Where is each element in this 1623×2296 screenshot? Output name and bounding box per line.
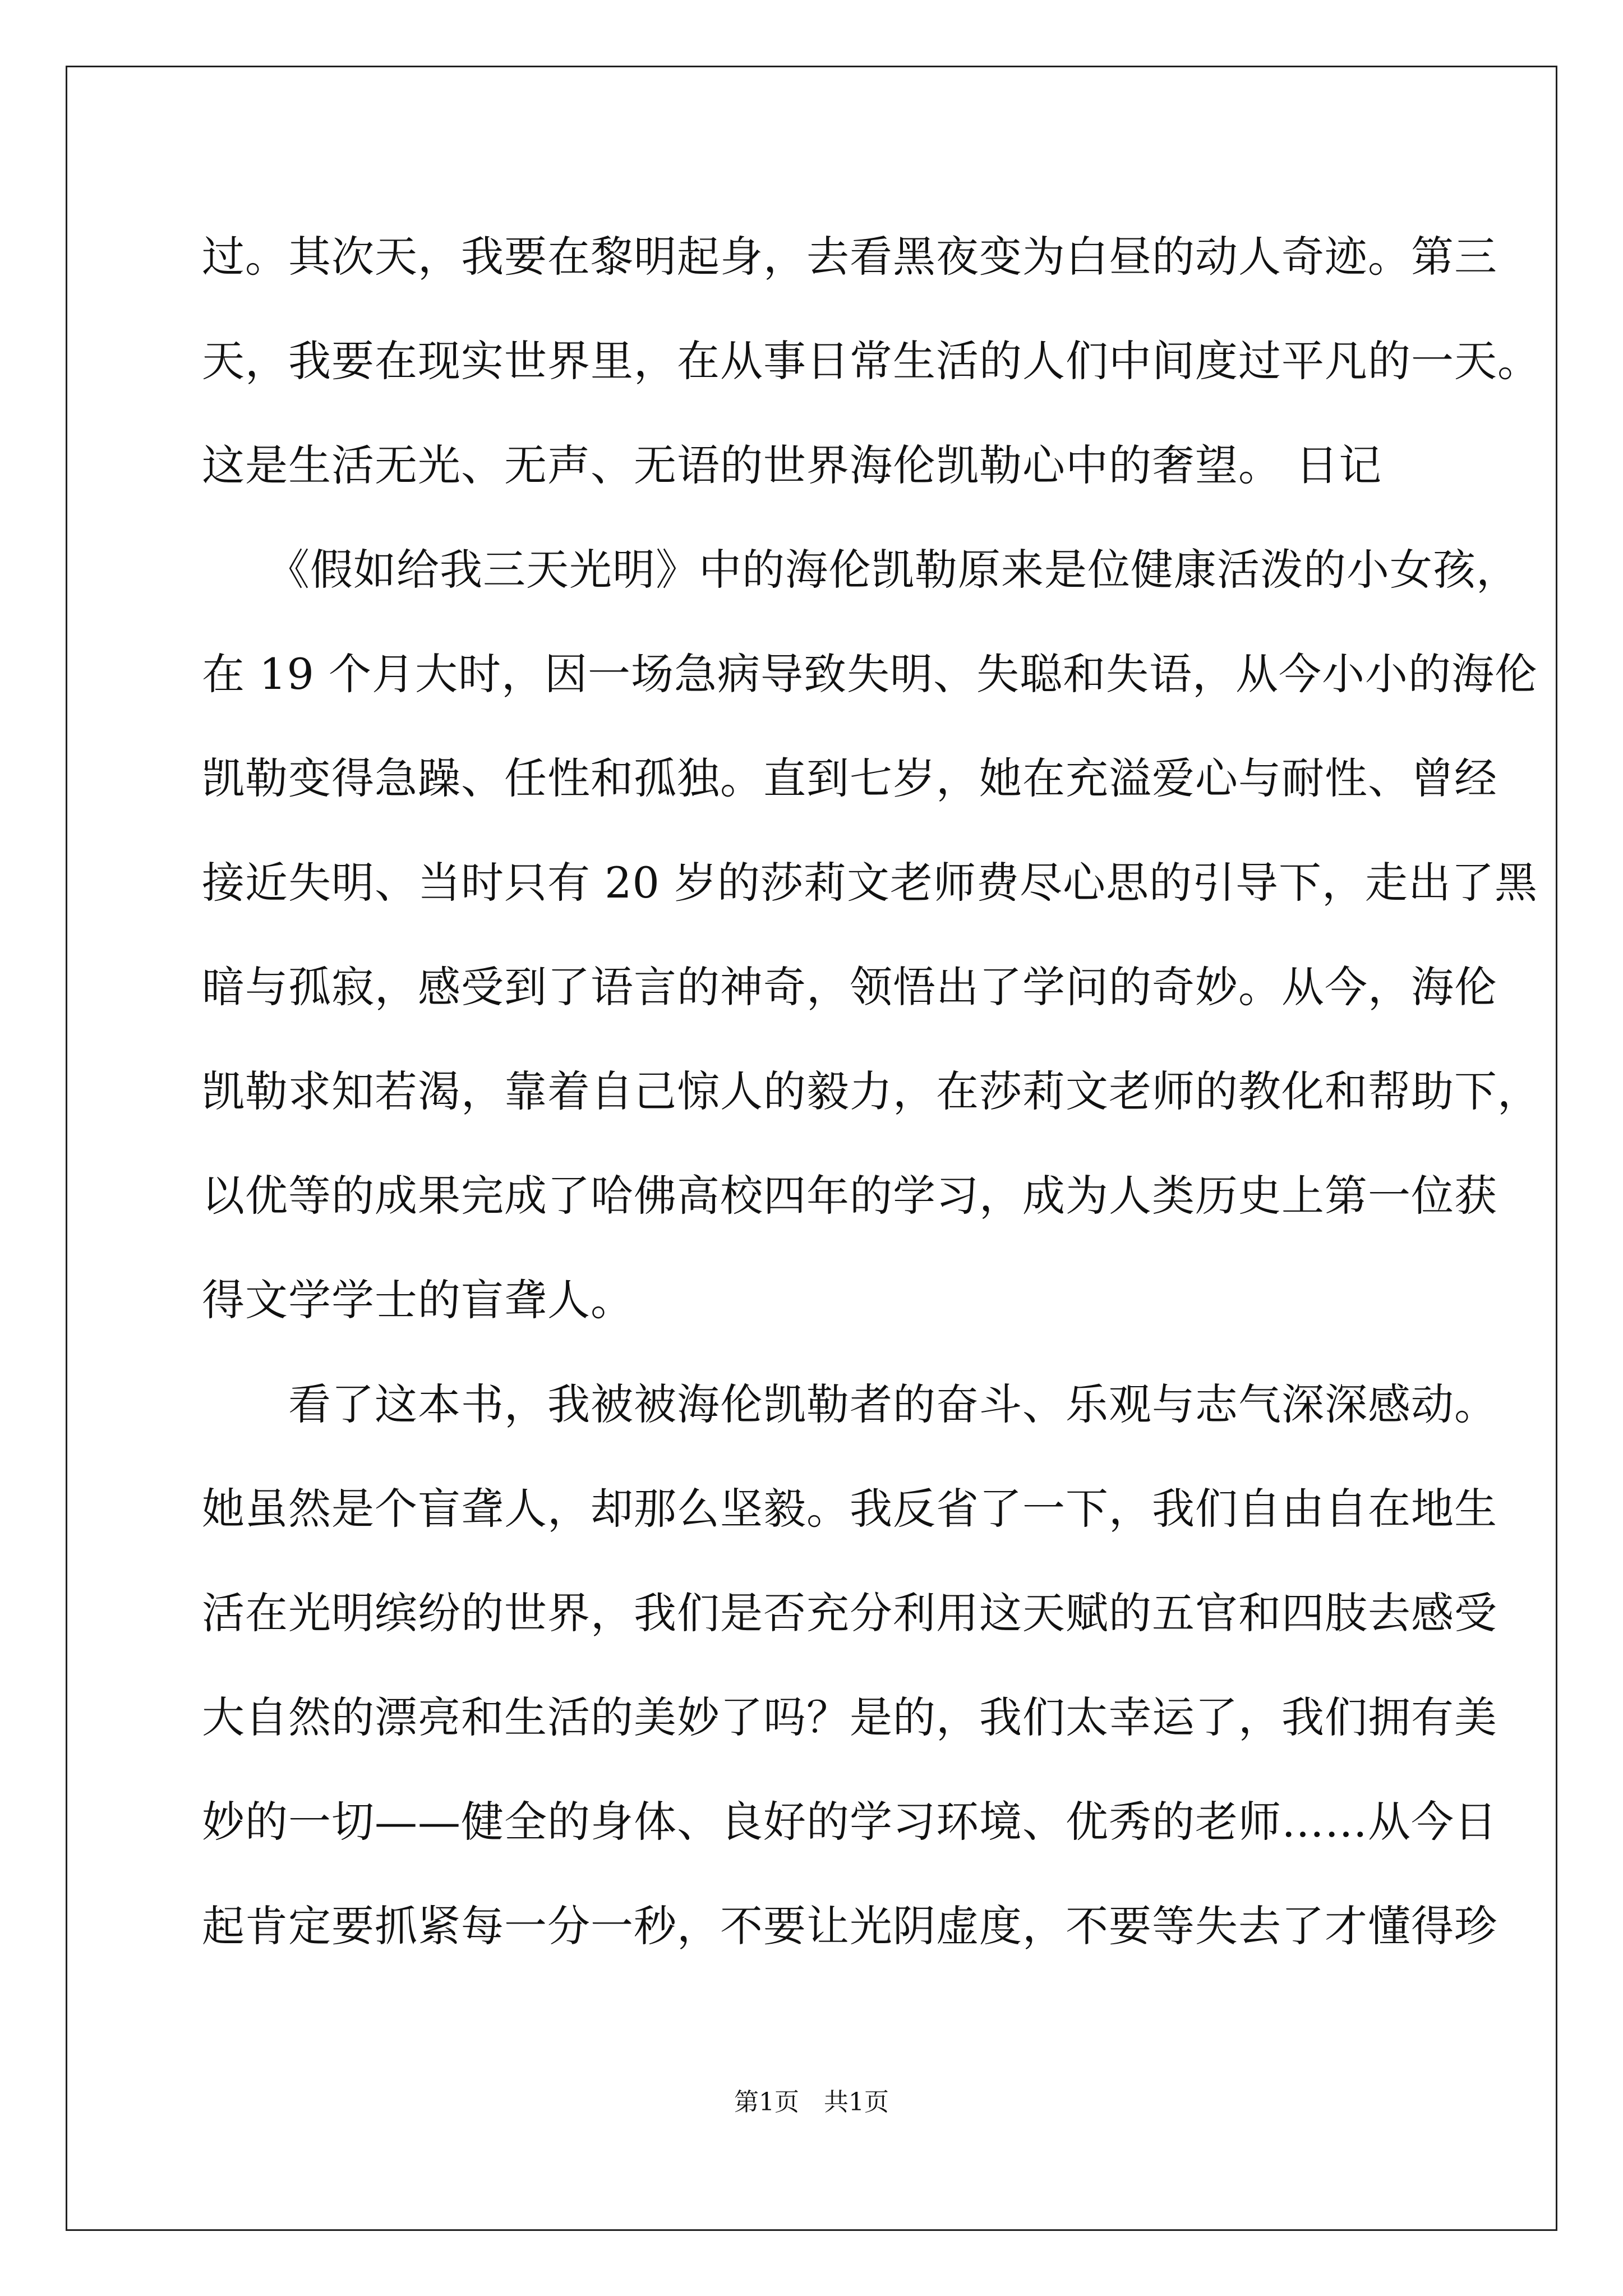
text-line: 接近失明、当时只有 20 岁的莎莉文老师费尽心思的引导下，走出了黑 (202, 858, 1538, 908)
text-line: 凯勒求知若渴，靠着自己惊人的毅力，在莎莉文老师的教化和帮助下， (202, 1066, 1541, 1116)
text-line: 天，我要在现实世界里，在从事日常生活的人们中间度过平凡的一天。 (202, 336, 1541, 386)
text-line: 过。其次天，我要在黎明起身，去看黑夜变为白昼的动人奇迹。第三 (202, 232, 1497, 282)
text-line: 起肯定要抓紧每一分一秒，不要让光阴虚度，不要等失去了才懂得珍 (202, 1901, 1497, 1951)
text-line: 大自然的漂亮和生活的美妙了吗？是的，我们太幸运了，我们拥有美 (202, 1692, 1497, 1742)
text-line: 凯勒变得急躁、任性和孤独。直到七岁，她在充溢爱心与耐性、曾经 (202, 753, 1497, 803)
text-line: 《假如给我三天光明》中的海伦凯勒原来是位健康活泼的小女孩， (202, 545, 1519, 595)
text-line: 得文学学士的盲聋人。 (202, 1275, 634, 1325)
text-line: 暗与孤寂，感受到了语言的神奇，领悟出了学问的奇妙。从今，海伦 (202, 962, 1497, 1012)
text-line: 这是生活无光、无声、无语的世界海伦凯勒心中的奢望。 日记 (202, 440, 1382, 490)
text-line: 妙的一切——健全的身体、良好的学习环境、优秀的老师……从今日 (202, 1797, 1497, 1847)
text-line: 看了这本书，我被被海伦凯勒者的奋斗、乐观与志气深深感动。 (202, 1379, 1497, 1429)
text-line: 活在光明缤纷的世界，我们是否充分利用这天赋的五官和四肢去感受 (202, 1588, 1497, 1638)
text-line: 在 19 个月大时，因一场急病导致失明、失聪和失语，从今小小的海伦 (202, 649, 1538, 699)
text-line: 以优等的成果完成了哈佛高校四年的学习，成为人类历史上第一位获 (202, 1171, 1497, 1221)
page-footer: 第1页 共1页 (734, 2088, 889, 2116)
document-body (202, 219, 1541, 1993)
text-line: 她虽然是个盲聋人，却那么坚毅。我反省了一下，我们自由自在地生 (202, 1484, 1497, 1534)
